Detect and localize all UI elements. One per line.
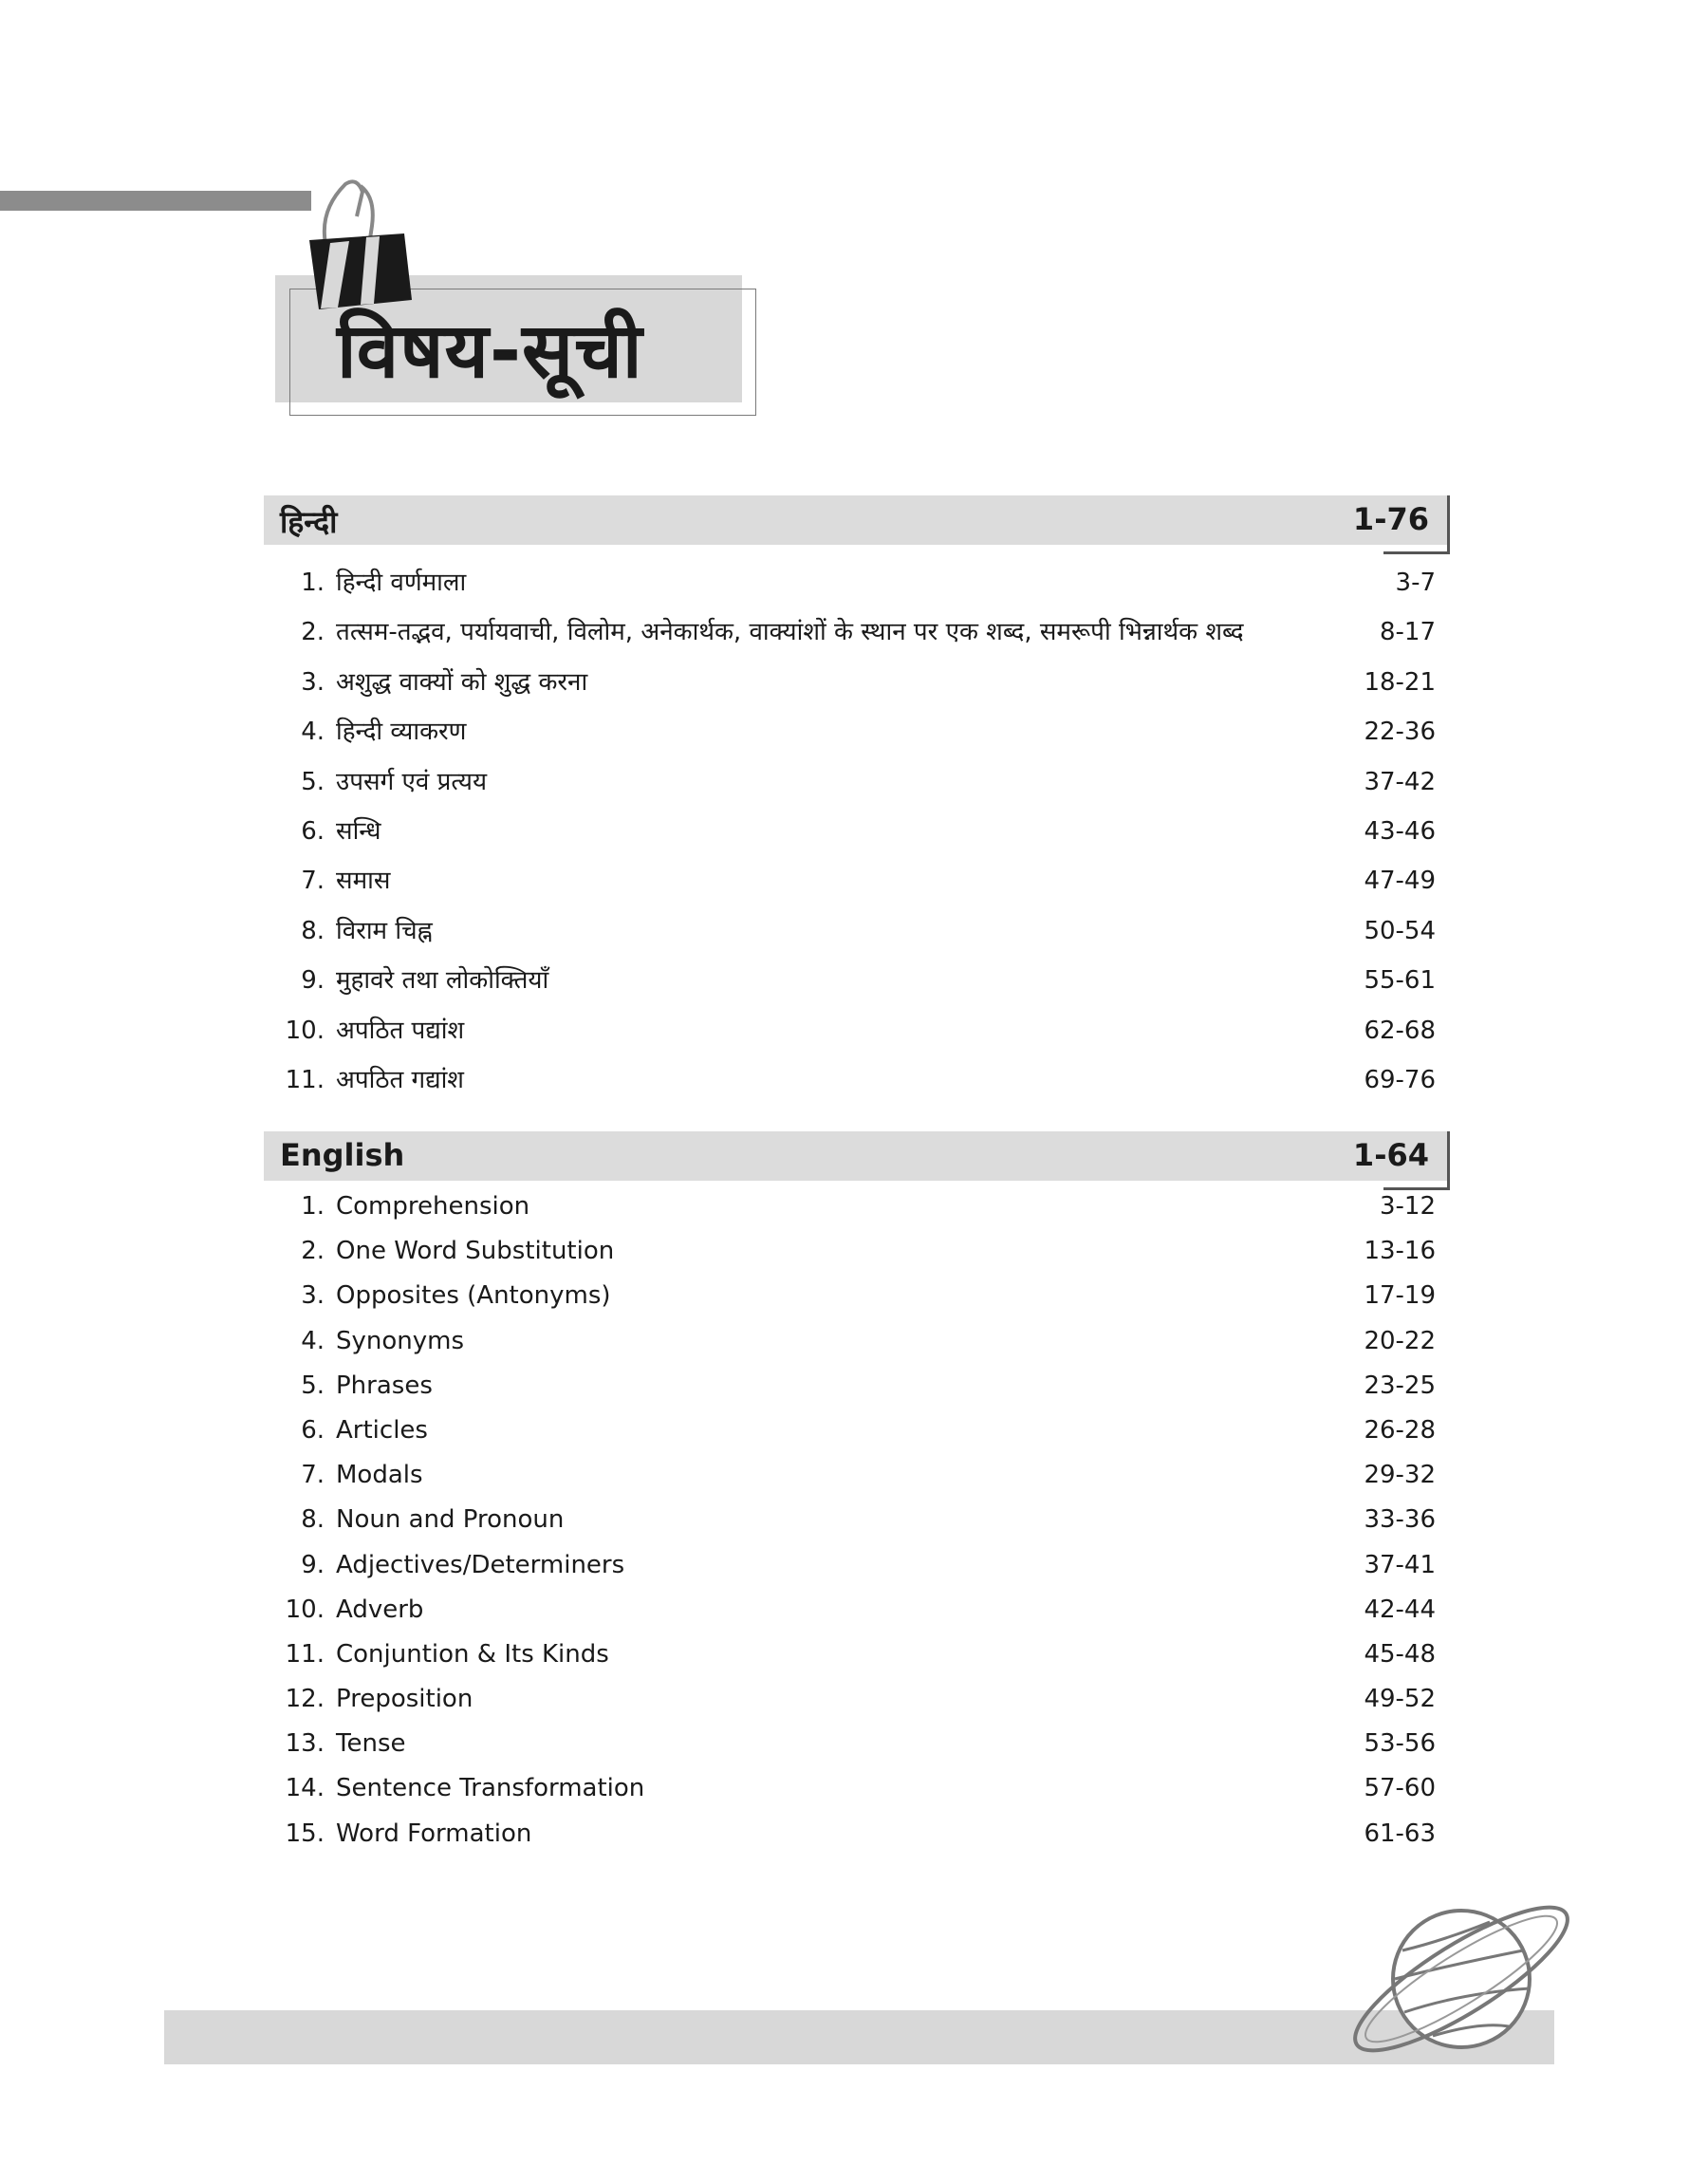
chapter-item[interactable] xyxy=(264,1185,1450,1229)
chapter-item[interactable] xyxy=(264,1274,1450,1318)
chapter-item[interactable] xyxy=(264,1722,1450,1766)
chapter-title: अशुद्ध वाक्यों को शुद्ध करना xyxy=(336,667,588,697)
chapter-pages: 43-46 xyxy=(1364,816,1436,846)
chapter-number: 8. xyxy=(301,1505,325,1535)
chapter-item[interactable] xyxy=(264,1453,1450,1498)
chapter-item[interactable] xyxy=(264,1677,1450,1722)
chapter-item[interactable] xyxy=(264,1319,1450,1364)
section-header xyxy=(264,495,1450,545)
chapter-number: 10. xyxy=(285,1595,325,1624)
chapter-number: 7. xyxy=(301,867,325,896)
chapter-title: मुहावरे तथा लोकोक्तियाँ xyxy=(336,966,549,996)
chapter-number: 9. xyxy=(301,966,325,996)
chapter-pages: 26-28 xyxy=(1364,1415,1436,1445)
header-corner-line xyxy=(1447,1131,1450,1190)
chapter-number: 1. xyxy=(301,1192,325,1221)
chapter-number: 12. xyxy=(285,1685,325,1714)
chapter-title: Phrases xyxy=(336,1371,433,1400)
chapter-number: 11. xyxy=(285,1639,325,1669)
footer-bar xyxy=(164,2010,1554,2064)
chapter-item[interactable] xyxy=(264,1409,1450,1453)
chapter-title: हिन्दी वर्णमाला xyxy=(336,569,467,597)
chapter-number: 7. xyxy=(301,1461,325,1490)
binder-clip-icon xyxy=(300,178,423,311)
chapter-pages: 49-52 xyxy=(1364,1685,1436,1714)
chapter-title: Conjuntion & Its Kinds xyxy=(336,1639,609,1669)
chapter-number: 2. xyxy=(301,618,325,647)
chapter-item[interactable] xyxy=(264,558,1450,607)
chapter-item[interactable] xyxy=(264,757,1450,807)
chapter-item[interactable] xyxy=(264,1633,1450,1677)
chapter-title: तत्सम-तद्भव, पर्यायवाची, विलोम, अनेकार्थक, वाक्यांशों के स्थान पर एक शब्द, समरूपी भिन्नार्थक शब्द xyxy=(336,618,1244,647)
chapter-number: 4. xyxy=(301,718,325,747)
chapter-title: सन्धि xyxy=(336,816,381,846)
section-title: English xyxy=(280,1137,405,1173)
chapter-list xyxy=(264,1185,1450,1856)
chapter-pages: 3-7 xyxy=(1395,569,1436,597)
chapter-pages: 22-36 xyxy=(1364,718,1436,747)
chapter-number: 10. xyxy=(285,1016,325,1045)
chapter-number: 4. xyxy=(301,1326,325,1355)
chapter-title: Modals xyxy=(336,1461,423,1490)
chapter-pages: 33-36 xyxy=(1364,1505,1436,1535)
chapter-title: विराम चिह्न xyxy=(336,916,433,945)
chapter-title: Adverb xyxy=(336,1595,424,1624)
section-title: हिन्दी xyxy=(280,504,338,540)
chapter-item[interactable] xyxy=(264,1055,1450,1105)
chapter-title: Adjectives/Determiners xyxy=(336,1550,625,1579)
chapter-pages: 3-12 xyxy=(1379,1192,1436,1221)
chapter-title: Preposition xyxy=(336,1685,473,1714)
section-page-range: 1-76 xyxy=(1352,501,1429,537)
chapter-item[interactable] xyxy=(264,1229,1450,1274)
chapter-pages: 62-68 xyxy=(1364,1016,1436,1045)
section-page-range: 1-64 xyxy=(1352,1137,1429,1173)
header-corner-line xyxy=(1383,551,1450,554)
chapter-title: अपठित पद्यांश xyxy=(336,1016,465,1045)
chapter-item[interactable] xyxy=(264,856,1450,905)
chapter-title: One Word Substitution xyxy=(336,1237,615,1266)
chapter-item[interactable] xyxy=(264,1588,1450,1633)
chapter-number: 3. xyxy=(301,667,325,697)
section-header xyxy=(264,1131,1450,1181)
chapter-pages: 69-76 xyxy=(1364,1065,1436,1094)
page-title: विषय-सूची xyxy=(337,307,643,395)
chapter-item[interactable] xyxy=(264,906,1450,956)
chapter-title: हिन्दी व्याकरण xyxy=(336,718,467,747)
chapter-pages: 13-16 xyxy=(1364,1237,1436,1266)
chapter-pages: 50-54 xyxy=(1364,916,1436,945)
chapter-number: 6. xyxy=(301,816,325,846)
chapter-item[interactable] xyxy=(264,1006,1450,1055)
chapter-number: 14. xyxy=(285,1774,325,1803)
top-accent-bar xyxy=(0,191,311,211)
chapter-pages: 20-22 xyxy=(1364,1326,1436,1355)
chapter-list xyxy=(264,558,1450,1105)
section-english xyxy=(264,1131,1450,1856)
chapter-pages: 53-56 xyxy=(1364,1729,1436,1759)
chapter-item[interactable] xyxy=(264,1498,1450,1542)
chapter-title: Sentence Transformation xyxy=(336,1774,645,1803)
chapter-item[interactable] xyxy=(264,956,1450,1005)
chapter-pages: 37-42 xyxy=(1364,767,1436,796)
chapter-item[interactable] xyxy=(264,707,1450,756)
chapter-number: 11. xyxy=(285,1065,325,1094)
chapter-pages: 17-19 xyxy=(1364,1281,1436,1311)
chapter-number: 9. xyxy=(301,1550,325,1579)
chapter-title: समास xyxy=(336,867,391,896)
chapter-pages: 18-21 xyxy=(1364,667,1436,697)
chapter-title: Tense xyxy=(336,1729,406,1759)
chapter-number: 2. xyxy=(301,1237,325,1266)
chapter-title: Opposites (Antonyms) xyxy=(336,1281,611,1311)
chapter-pages: 42-44 xyxy=(1364,1595,1436,1624)
chapter-number: 3. xyxy=(301,1281,325,1311)
chapter-title: Articles xyxy=(336,1415,428,1445)
chapter-title: Comprehension xyxy=(336,1192,530,1221)
chapter-title: Word Formation xyxy=(336,1819,532,1848)
chapter-pages: 8-17 xyxy=(1379,618,1436,647)
chapter-title: अपठित गद्यांश xyxy=(336,1065,464,1094)
chapter-item[interactable] xyxy=(264,1364,1450,1409)
chapter-pages: 23-25 xyxy=(1364,1371,1436,1400)
chapter-number: 6. xyxy=(301,1415,325,1445)
section-hindi xyxy=(264,495,1450,1105)
chapter-number: 15. xyxy=(285,1819,325,1848)
chapter-item[interactable] xyxy=(264,1766,1450,1811)
chapter-pages: 45-48 xyxy=(1364,1639,1436,1669)
chapter-pages: 57-60 xyxy=(1364,1774,1436,1803)
chapter-pages: 29-32 xyxy=(1364,1461,1436,1490)
chapter-title: उपसर्ग एवं प्रत्यय xyxy=(336,767,488,796)
chapter-item[interactable] xyxy=(264,807,1450,856)
chapter-item[interactable] xyxy=(264,1812,1450,1856)
chapter-number: 8. xyxy=(301,916,325,945)
chapter-pages: 37-41 xyxy=(1364,1550,1436,1579)
chapter-number: 5. xyxy=(301,1371,325,1400)
chapter-pages: 61-63 xyxy=(1364,1819,1436,1848)
chapter-title: Synonyms xyxy=(336,1326,465,1355)
chapter-pages: 47-49 xyxy=(1364,867,1436,896)
chapter-number: 13. xyxy=(285,1729,325,1759)
chapter-item[interactable] xyxy=(264,658,1450,707)
chapter-number: 1. xyxy=(301,569,325,597)
header-corner-line xyxy=(1447,495,1450,554)
planet-icon xyxy=(1347,1884,1575,2074)
chapter-pages: 55-61 xyxy=(1364,966,1436,996)
chapter-title: Noun and Pronoun xyxy=(336,1505,565,1535)
chapter-item[interactable] xyxy=(264,607,1450,657)
chapter-item[interactable] xyxy=(264,1543,1450,1588)
chapter-number: 5. xyxy=(301,767,325,796)
